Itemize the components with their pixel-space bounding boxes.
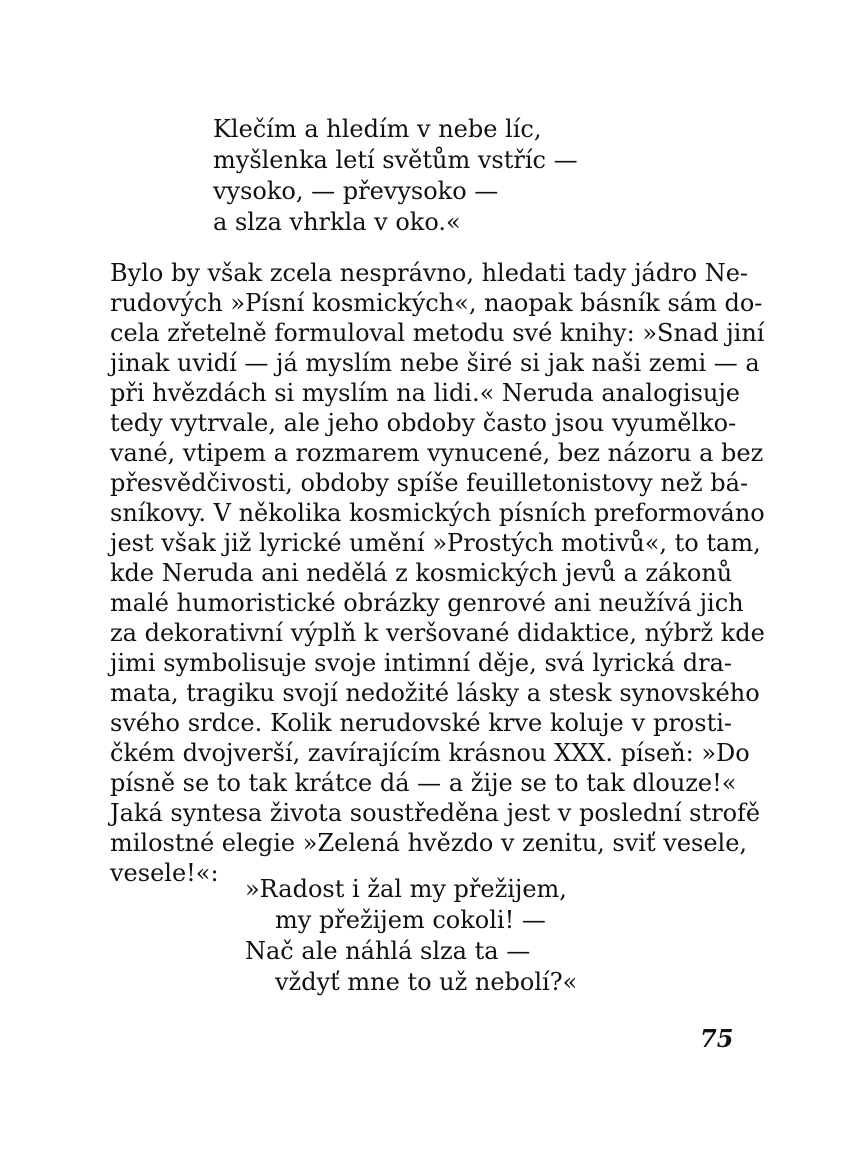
prose-line: tedy vytrvale, ale jeho obdoby často jsou vyumělko- [110, 409, 737, 437]
prose-line: čkém dvojverší, zavírajícím krásnou XXX. píseň: »Do [110, 739, 750, 767]
verse-line: myšlenka letí světům vstříc — [213, 146, 578, 174]
prose-line: mata, tragiku svojí nedožité lásky a stesk synovského [110, 679, 760, 707]
prose-line: písně se to tak krátce dá — a žije se to tak dlouze!« [110, 769, 737, 797]
verse-line: Nač ale náhlá slza ta — [245, 937, 531, 965]
prose-line: vesele!«: [110, 859, 219, 887]
prose-line: milostné elegie »Zelená hvězdo v zenitu, sviť vesele, [110, 829, 748, 857]
prose-line: při hvězdách si myslím na lidi.« Neruda analogisuje [110, 379, 741, 407]
verse-line: »Radost i žal my přežijem, [245, 875, 567, 903]
prose-line: jest však již lyrické umění »Prostých motivů«, to tam, [110, 529, 761, 557]
prose-line: Jaká syntesa života soustředěna jest v poslední strofě [110, 799, 761, 827]
prose-line: přesvědčivosti, obdoby spíše feuilletonistovy než bá- [110, 469, 749, 497]
verse-line: vždyť mne to už nebolí?« [275, 968, 578, 996]
prose-line: jimi symbolisuje svoje intimní děje, svá lyrická dra- [110, 649, 732, 677]
prose-line: svého srdce. Kolik nerudovské krve koluje v prosti- [110, 709, 732, 737]
verse-bottom [245, 874, 577, 998]
prose-line: kde Neruda ani nedělá z kosmických jevů a zákonů [110, 559, 733, 587]
verse-top [213, 114, 578, 238]
prose-paragraph [110, 258, 765, 888]
verse-line: vysoko, — převysoko — [213, 177, 499, 205]
prose-line: malé humoristické obrázky genrové ani neužívá jich [110, 589, 744, 617]
verse-line: Klečím a hledím v nebe líc, [213, 115, 542, 143]
prose-line: vané, vtipem a rozmarem vynucené, bez názoru a bez [110, 439, 764, 467]
prose-line: jinak uvidí — já myslím nebe širé si jak naši zemi — a [110, 349, 760, 377]
prose-line: sníkovy. V několika kosmických písních preformováno [110, 499, 765, 527]
prose-line: za dekorativní výplň k veršované didaktice, nýbrž kde [110, 619, 765, 647]
prose-line: rudových »Písní kosmických«, naopak básník sám do- [110, 289, 763, 317]
prose-line: Bylo by však zcela nesprávno, hledati tady jádro Ne- [110, 259, 749, 287]
prose-line: cela zřetelně formuloval metodu své knihy: »Snad jiní [110, 319, 765, 347]
page-number: 75 [700, 1024, 734, 1053]
verse-line: my přežijem cokoli! — [275, 906, 546, 934]
verse-line: a slza vhrkla v oko.« [213, 208, 461, 236]
